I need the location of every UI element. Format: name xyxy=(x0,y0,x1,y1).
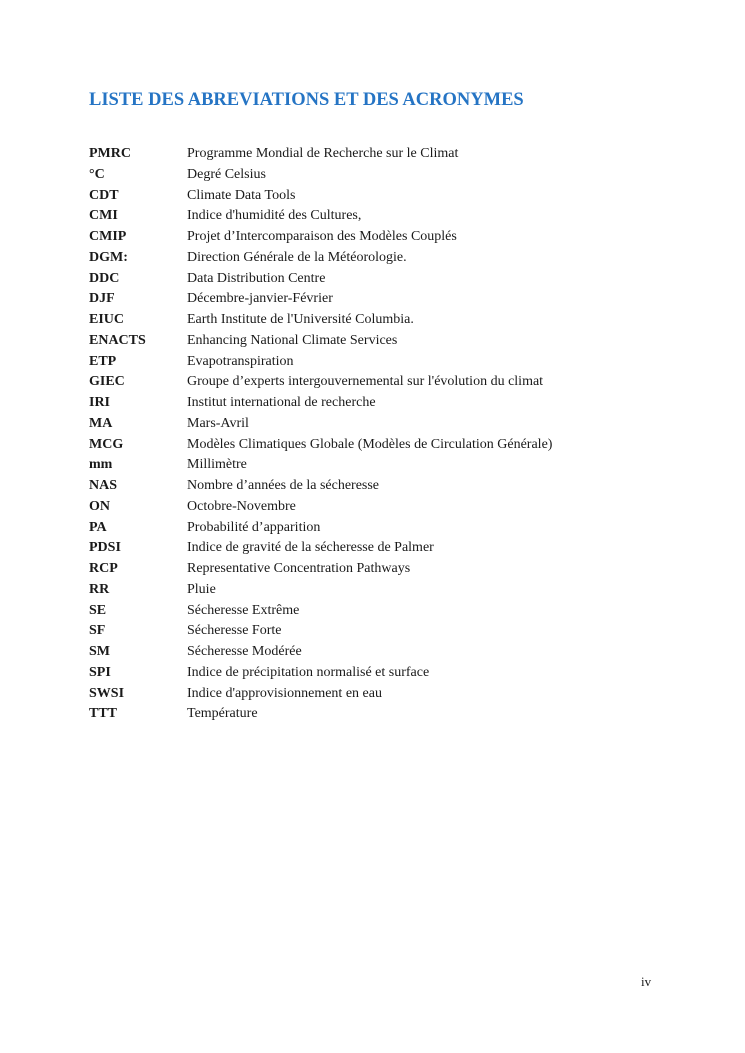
abbreviation-term: MCG xyxy=(89,436,124,452)
abbreviation-definition: Indice d'approvisionnement en eau xyxy=(187,685,382,701)
abbreviation-definition: Climate Data Tools xyxy=(187,187,296,203)
abbreviation-term: CMIP xyxy=(89,229,127,244)
abbreviation-row xyxy=(89,538,669,559)
abbreviation-term: TTT xyxy=(89,706,118,722)
abbreviation-definition: Representative Concentration Pathways xyxy=(187,561,411,576)
abbreviation-term: mm xyxy=(89,457,113,473)
abbreviation-definition: Indice de gravité de la sécheresse de Palmer xyxy=(187,540,434,556)
abbreviation-row xyxy=(89,580,669,601)
abbreviation-definition: Décembre-janvier-Février xyxy=(187,291,333,307)
abbreviation-term: PDSI xyxy=(89,540,121,556)
abbreviation-term: SE xyxy=(89,602,107,618)
abbreviation-definition: Nombre d’années de la sécheresse xyxy=(187,478,380,493)
abbreviation-row xyxy=(89,518,669,539)
abbreviation-definition: Degré Celsius xyxy=(187,166,266,182)
abbreviation-row xyxy=(89,289,669,310)
abbreviation-row xyxy=(89,642,669,663)
abbreviation-row xyxy=(89,331,669,352)
abbreviation-row xyxy=(89,601,669,622)
abbreviation-row xyxy=(89,227,669,248)
page-number: iv xyxy=(641,974,652,989)
abbreviation-definition: Data Distribution Centre xyxy=(187,270,326,286)
abbreviation-term: SPI xyxy=(89,664,111,680)
abbreviation-term: MA xyxy=(89,415,113,431)
abbreviation-definition: Evapotranspiration xyxy=(187,353,294,369)
abbreviation-row xyxy=(89,663,669,684)
abbreviation-row xyxy=(89,704,669,725)
abbreviation-row xyxy=(89,310,669,331)
abbreviation-definition: Projet d’Intercomparaison des Modèles Couplés xyxy=(187,229,457,244)
abbreviation-term: EIUC xyxy=(89,312,125,327)
abbreviation-definition: Direction Générale de la Météorologie. xyxy=(187,249,407,265)
abbreviation-term: CMI xyxy=(89,208,118,224)
abbreviation-term: IRI xyxy=(89,395,111,410)
abbreviation-row xyxy=(89,352,669,373)
abbreviation-term: ON xyxy=(89,498,110,514)
abbreviation-definition: Sécheresse Extrême xyxy=(187,602,300,618)
abbreviation-list xyxy=(89,144,669,725)
abbreviation-row xyxy=(89,206,669,227)
abbreviation-row xyxy=(89,248,669,269)
abbreviation-row xyxy=(89,393,669,414)
abbreviation-term: NAS xyxy=(89,478,118,493)
abbreviation-definition: Indice de précipitation normalisé et surface xyxy=(187,664,430,680)
abbreviation-row xyxy=(89,165,669,186)
abbreviation-definition: Probabilité d’apparition xyxy=(187,519,321,535)
abbreviation-row xyxy=(89,269,669,290)
abbreviation-definition: Earth Institute de l'Université Columbia. xyxy=(187,312,414,327)
page-title: LISTE DES ABREVIATIONS ET DES ACRONYMES xyxy=(89,90,524,110)
abbreviation-row xyxy=(89,414,669,435)
abbreviation-definition: Octobre-Novembre xyxy=(187,498,296,514)
abbreviation-term: DGM: xyxy=(89,249,128,265)
abbreviation-term: ETP xyxy=(89,353,117,369)
abbreviation-row xyxy=(89,372,669,393)
abbreviation-definition: Institut international de recherche xyxy=(187,395,376,410)
abbreviation-definition: Programme Mondial de Recherche sur le Climat xyxy=(187,146,459,161)
abbreviation-term: SWSI xyxy=(89,685,125,701)
abbreviation-term: RR xyxy=(89,581,110,597)
abbreviation-definition: Indice d'humidité des Cultures, xyxy=(187,208,362,224)
abbreviation-row xyxy=(89,476,669,497)
abbreviation-definition: Sécheresse Forte xyxy=(187,623,282,639)
abbreviation-row xyxy=(89,684,669,705)
abbreviation-definition: Enhancing National Climate Services xyxy=(187,332,398,348)
abbreviation-definition: Modèles Climatiques Globale (Modèles de Circulation Générale) xyxy=(187,436,553,452)
abbreviation-term: PA xyxy=(89,519,107,535)
abbreviation-definition: Pluie xyxy=(187,581,216,597)
abbreviation-row xyxy=(89,559,669,580)
abbreviation-row xyxy=(89,497,669,518)
abbreviation-term: GIEC xyxy=(89,374,125,390)
abbreviation-term: °C xyxy=(89,166,105,182)
abbreviation-term: PMRC xyxy=(89,146,131,161)
abbreviation-row xyxy=(89,144,669,165)
abbreviation-term: ENACTS xyxy=(89,332,146,348)
abbreviation-row xyxy=(89,621,669,642)
abbreviation-definition: Mars-Avril xyxy=(187,415,249,431)
abbreviation-row xyxy=(89,435,669,456)
abbreviation-row xyxy=(89,186,669,207)
abbreviation-term: RCP xyxy=(89,561,118,576)
abbreviation-term: SM xyxy=(89,644,110,659)
abbreviation-definition: Sécheresse Modérée xyxy=(187,644,302,659)
abbreviation-term: CDT xyxy=(89,187,119,203)
abbreviation-row xyxy=(89,455,669,476)
abbreviation-definition: Millimètre xyxy=(187,457,247,473)
abbreviation-definition: Groupe d’experts intergouvernemental sur l'évolution du climat xyxy=(187,374,544,390)
abbreviation-term: SF xyxy=(89,623,106,639)
abbreviation-term: DDC xyxy=(89,270,120,286)
abbreviation-definition: Température xyxy=(187,706,258,722)
abbreviation-term: DJF xyxy=(89,291,115,307)
